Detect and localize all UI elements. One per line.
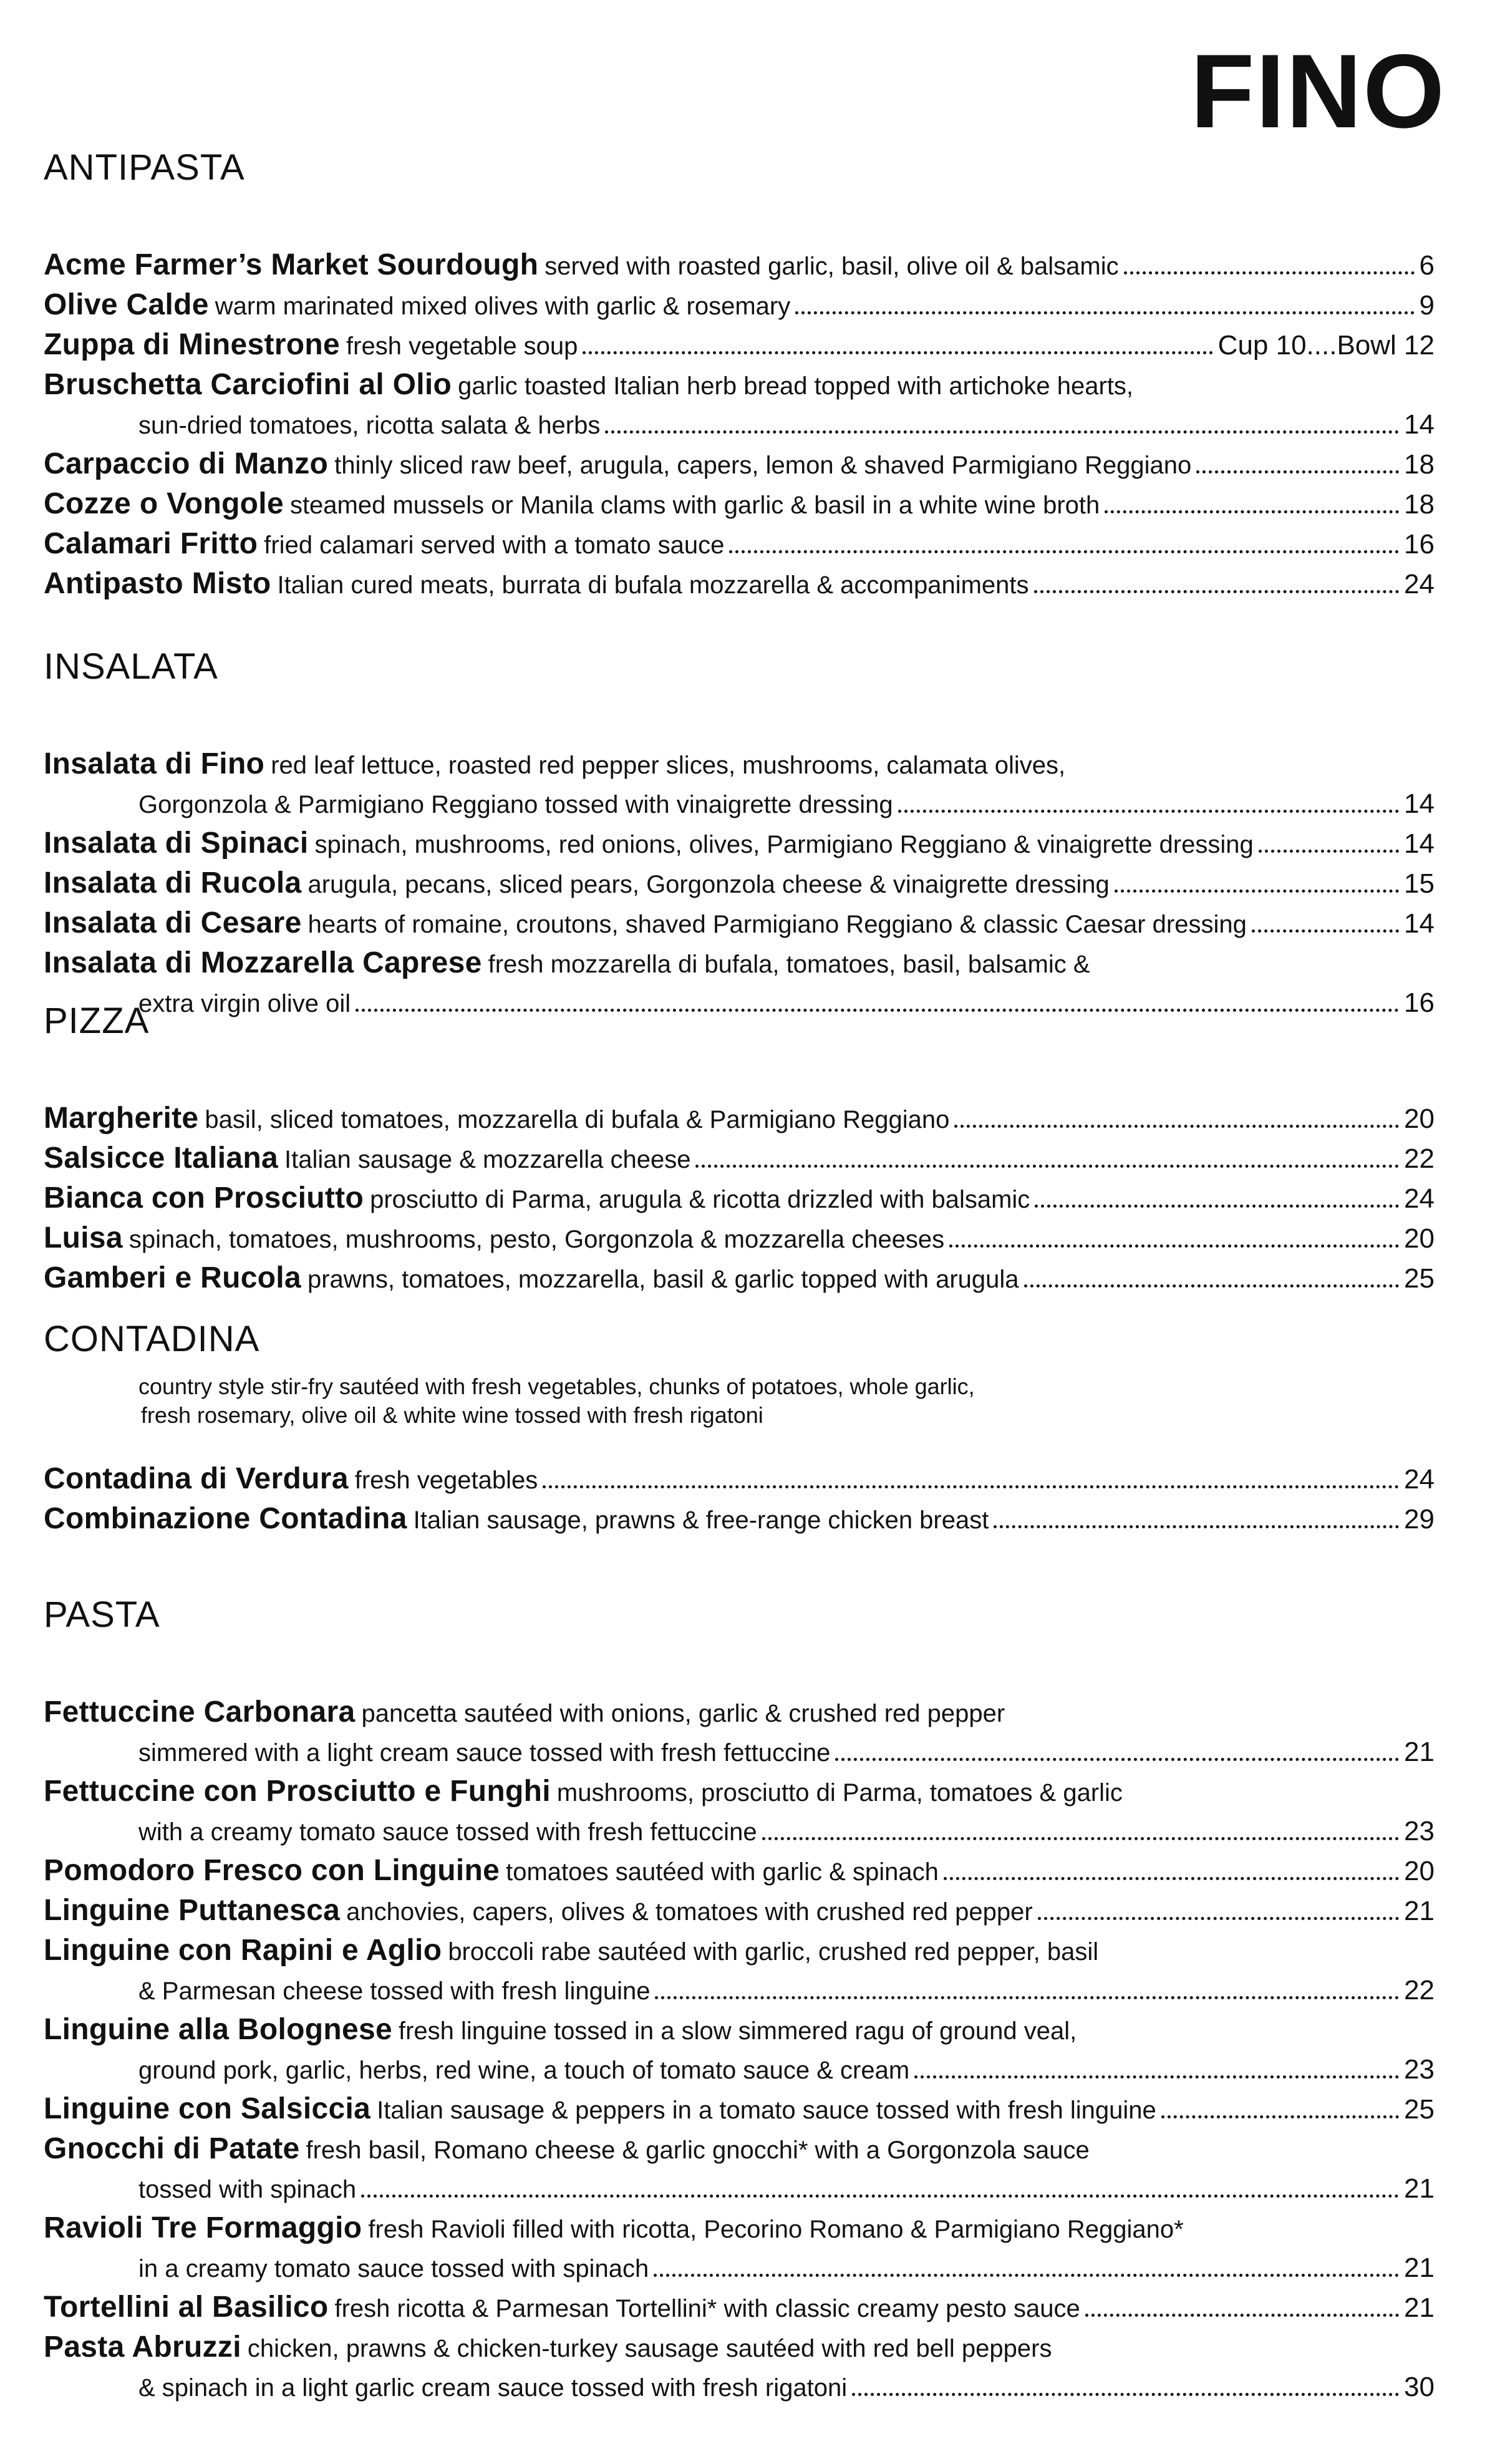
menu-item-description-cont: in a creamy tomato sauce tossed with spinach: [138, 2255, 649, 2282]
menu-item-line: [44, 565, 1435, 604]
menu-item-line: [44, 1460, 1435, 1500]
menu-item-line: [44, 1139, 1435, 1179]
menu-item-description-cont: Gorgonzola & Parmigiano Reggiano tossed with vinaigrette dressing: [138, 791, 893, 818]
menu-item-price: 22: [1404, 1975, 1435, 2006]
menu-item-price: 24: [1404, 1464, 1435, 1495]
menu-item-price: 14: [1404, 409, 1435, 440]
section-title: PASTA: [44, 1594, 160, 1635]
dot-leader: [583, 351, 1212, 354]
menu-item-line: [44, 1812, 1435, 1851]
menu-item-description-cont: tossed with spinach: [138, 2176, 357, 2203]
menu-item-description: fresh ricotta & Parmesan Tortellini* with classic creamy pesto sauce: [334, 2295, 1080, 2322]
menu-item-description: tomatoes sautéed with garlic & spinach: [506, 1858, 939, 1886]
dot-leader: [1115, 890, 1399, 893]
menu-item-description: arugula, pecans, sliced pears, Gorgonzola cheese & vinaigrette dressing: [307, 871, 1110, 898]
menu-item-line: [44, 2090, 1435, 2130]
menu-item-price: 21: [1404, 2292, 1435, 2323]
menu-item-price: 21: [1404, 1896, 1435, 1926]
menu-item-line: [44, 864, 1435, 904]
menu-item-price: 20: [1404, 1223, 1435, 1254]
menu-item-price: 25: [1404, 2094, 1435, 2125]
menu-item-description: spinach, mushrooms, red onions, olives, Parmigiano Reggiano & vinaigrette dressing: [314, 831, 1254, 858]
dot-leader: [1196, 470, 1399, 473]
section-title: PIZZA: [44, 1001, 150, 1041]
menu-item-line: [44, 1931, 1435, 1971]
dot-leader: [1161, 2115, 1399, 2118]
menu-item: [44, 445, 1435, 485]
menu-item-name: Linguine con Rapini e Aglio: [44, 1934, 442, 1967]
menu-item-description: Italian cured meats, burrata di bufala mozzarella & accompaniments: [277, 571, 1029, 599]
intro-line: fresh rosemary, olive oil & white wine tossed with fresh rigatoni: [141, 1402, 763, 1428]
menu-item: [44, 1693, 1435, 1772]
menu-item-line: [44, 405, 1435, 445]
menu-item-description-cont: simmered with a light cream sauce tossed with fresh fettuccine: [138, 1739, 831, 1767]
menu-item-price: 21: [1404, 1737, 1435, 1767]
menu-item-description-cont: ground pork, garlic, herbs, red wine, a touch of tomato sauce & cream: [138, 2057, 910, 2084]
intro-line: country style stir-fry sautéed with fresh vegetables, chunks of potatoes, whole garlic,: [138, 1374, 975, 1399]
menu-item-price: 21: [1404, 2173, 1435, 2204]
menu-item-price: 14: [1404, 908, 1435, 939]
dot-leader: [1259, 850, 1399, 853]
restaurant-name: FINO: [1190, 32, 1446, 150]
menu-item-list: [44, 1099, 1435, 1299]
menu-item-line: [44, 2130, 1435, 2170]
menu-item: [44, 246, 1435, 286]
menu-item-price: 6: [1419, 250, 1435, 281]
menu-item-line: [44, 445, 1435, 485]
section-antipasta: [44, 147, 1435, 604]
menu-item: [44, 525, 1435, 565]
menu-item: [44, 286, 1435, 326]
menu-item: [44, 824, 1435, 864]
menu-item-line: [44, 2170, 1435, 2209]
menu-item-line: [44, 2288, 1435, 2328]
menu-item-name: Margherite: [44, 1102, 199, 1135]
section-pizza: [44, 1003, 1435, 1299]
menu-item-name: Combinazione Contadina: [44, 1502, 407, 1535]
menu-item-price: 24: [1404, 569, 1435, 599]
menu-item: [44, 1931, 1435, 2010]
menu-item-line: [44, 2328, 1435, 2368]
menu-item-description: warm marinated mixed olives with garlic & rosemary: [215, 293, 791, 320]
section-contadina: [44, 1321, 1435, 1540]
menu-item-description: steamed mussels or Manila clams with garlic & basil in a white wine broth: [289, 492, 1100, 519]
menu-item-name: Cozze o Vongole: [44, 487, 284, 520]
menu-item-name: Zuppa di Minestrone: [44, 328, 341, 361]
menu-item-line: [44, 1219, 1435, 1259]
menu-item: [44, 2209, 1435, 2288]
dot-leader: [605, 430, 1399, 434]
dot-leader: [1252, 929, 1399, 933]
menu-item-description: fresh basil, Romano cheese & garlic gnocchi* with a Gorgonzola sauce: [306, 2137, 1090, 2164]
menu-item-description-cont: & spinach in a light garlic cream sauce tossed with fresh rigatoni: [138, 2374, 848, 2402]
menu-item: [44, 1851, 1435, 1891]
menu-item-description: fresh linguine tossed in a slow simmered ragu of ground veal,: [398, 2017, 1077, 2045]
menu-item-price: 21: [1404, 2253, 1435, 2283]
menu-item: [44, 745, 1435, 824]
menu-item-description: Italian sausage, prawns & free-range chicken breast: [413, 1506, 989, 1534]
menu-item-price: 25: [1404, 1263, 1435, 1294]
menu-item-description-cont: sun-dried tomatoes, ricotta salata & herbs: [138, 412, 601, 439]
menu-item: [44, 904, 1435, 944]
menu-item-price: 9: [1419, 290, 1435, 321]
dot-leader: [835, 1758, 1399, 1761]
dot-leader: [361, 2195, 1399, 2198]
menu-item-name: Gamberi e Rucola: [44, 1261, 301, 1294]
dot-leader: [543, 1485, 1399, 1488]
menu-item-line: [44, 1851, 1435, 1891]
menu-item-line: [44, 366, 1435, 405]
menu-item: [44, 2328, 1435, 2407]
menu-item-description: red leaf lettuce, roasted red pepper slices, mushrooms, calamata olives,: [271, 752, 1066, 779]
menu-item-name: Carpaccio di Manzo: [44, 447, 329, 480]
menu-item-price: 20: [1404, 1103, 1435, 1134]
menu-item: [44, 1891, 1435, 1931]
menu-item-line: [44, 525, 1435, 565]
menu-item-line: [44, 2209, 1435, 2249]
menu-item-name: Pasta Abruzzi: [44, 2331, 241, 2364]
menu-item-line: [44, 785, 1435, 824]
menu-item-price: 14: [1404, 788, 1435, 819]
menu-item-line: [44, 824, 1435, 864]
dot-leader: [1024, 1284, 1400, 1288]
menu-item-name: Insalata di Spinaci: [44, 827, 309, 860]
menu-item-name: Contadina di Verdura: [44, 1462, 349, 1495]
menu-item-price: 16: [1404, 987, 1435, 1018]
menu-item-name: Linguine Puttanesca: [44, 1894, 341, 1927]
menu-item-line: [44, 485, 1435, 525]
menu-item: [44, 1500, 1435, 1540]
menu-item-price: 29: [1404, 1504, 1435, 1535]
menu-item-line: [44, 246, 1435, 286]
menu-item-price: 18: [1404, 489, 1435, 520]
menu-item: [44, 2010, 1435, 2090]
menu-item-price: 20: [1404, 1856, 1435, 1886]
menu-item-list: [44, 246, 1435, 604]
menu-item-line: [44, 904, 1435, 944]
menu-item-line: [44, 2368, 1435, 2407]
menu-item-price: 23: [1404, 1816, 1435, 1846]
menu-item-name: Fettuccine con Prosciutto e Funghi: [44, 1775, 551, 1808]
menu-item-line: [44, 745, 1435, 785]
menu-item-price: 14: [1404, 828, 1435, 859]
menu-item-description: fresh vegetable soup: [346, 332, 578, 360]
menu-item-description: spinach, tomatoes, mushrooms, pesto, Gorgonzola & mozzarella cheeses: [128, 1226, 945, 1253]
dot-leader: [1124, 271, 1415, 274]
menu-item-price: 15: [1404, 868, 1435, 899]
menu-item-list: [44, 1460, 1435, 1540]
dot-leader: [762, 1837, 1399, 1840]
menu-item-description: pancetta sautéed with onions, garlic & crushed red pepper: [361, 1700, 1005, 1727]
menu-item-price: 18: [1404, 449, 1435, 480]
dot-leader: [1034, 590, 1400, 593]
menu-item-line: [44, 2050, 1435, 2090]
dot-leader: [795, 311, 1414, 314]
menu-item-name: Acme Farmer’s Market Sourdough: [44, 248, 539, 281]
menu-item-description: fresh Ravioli filled with ricotta, Pecorino Romano & Parmigiano Reggiano*: [368, 2216, 1184, 2243]
dot-leader: [654, 2274, 1399, 2277]
menu-item-line: [44, 1971, 1435, 2010]
menu-item-description-cont: & Parmesan cheese tossed with fresh linguine: [138, 1977, 651, 2005]
menu-item-line: [44, 1693, 1435, 1733]
menu-item-name: Linguine alla Bolognese: [44, 2013, 392, 2046]
menu-item-line: [44, 1179, 1435, 1219]
menu-item-name: Gnocchi di Patate: [44, 2132, 300, 2165]
menu-item-name: Antipasto Misto: [44, 567, 271, 600]
menu-item: [44, 366, 1435, 445]
section-title: INSALATA: [44, 646, 218, 687]
menu-item-price: 16: [1404, 529, 1435, 560]
dot-leader: [695, 1165, 1399, 1168]
menu-item-description: anchovies, capers, olives & tomatoes with crushed red pepper: [346, 1898, 1033, 1926]
section-insalata: [44, 646, 1435, 1023]
menu-item-line: [44, 1259, 1435, 1299]
menu-item-name: Luisa: [44, 1221, 123, 1254]
menu-item: [44, 1139, 1435, 1179]
menu-item-name: Insalata di Rucola: [44, 866, 302, 900]
menu-item: [44, 2130, 1435, 2209]
menu-item-description: hearts of romaine, croutons, shaved Parmigiano Reggiano & classic Caesar dressing: [307, 911, 1247, 938]
section-title: ANTIPASTA: [44, 147, 245, 188]
menu-item-name: Fettuccine Carbonara: [44, 1695, 356, 1729]
menu-item-price: Cup 10....Bowl 12: [1217, 330, 1435, 361]
menu-item-name: Linguine con Salsiccia: [44, 2092, 371, 2125]
menu-item-line: [44, 1099, 1435, 1139]
dot-leader: [1035, 1205, 1399, 1208]
menu-item: [44, 864, 1435, 904]
menu-item-name: Salsicce Italiana: [44, 1142, 278, 1175]
menu-item-description: garlic toasted Italian herb bread topped with artichoke hearts,: [458, 372, 1134, 400]
menu-item-name: Insalata di Cesare: [44, 906, 302, 939]
menu-item-description: fresh vegetables: [354, 1467, 538, 1494]
menu-item-name: Insalata di Fino: [44, 747, 265, 780]
menu-item: [44, 2090, 1435, 2130]
menu-item-description: prosciutto di Parma, arugula & ricotta drizzled with balsamic: [370, 1186, 1030, 1213]
dot-leader: [898, 810, 1399, 813]
menu-item-description: served with roasted garlic, basil, olive oil & balsamic: [544, 253, 1119, 280]
menu-item: [44, 485, 1435, 525]
menu-item-name: Bruschetta Carciofini al Olio: [44, 368, 452, 401]
menu-item-name: Tortellini al Basilico: [44, 2291, 329, 2324]
section-title: CONTADINA: [44, 1319, 260, 1359]
menu-item: [44, 1099, 1435, 1139]
menu-item-description: chicken, prawns & chicken-turkey sausage sautéed with red bell peppers: [247, 2335, 1052, 2362]
dot-leader: [954, 1125, 1399, 1128]
menu-item-line: [44, 2249, 1435, 2288]
menu-item: [44, 565, 1435, 604]
menu-item-name: Ravioli Tre Formaggio: [44, 2211, 362, 2244]
menu-item-list: [44, 1693, 1435, 2407]
menu-item-description: basil, sliced tomatoes, mozzarella di bufala & Parmigiano Reggiano: [205, 1106, 950, 1133]
menu-item-name: Bianca con Prosciutto: [44, 1181, 364, 1215]
menu-item-line: [44, 1772, 1435, 1812]
menu-item-description: fried calamari served with a tomato sauce: [264, 531, 725, 559]
dot-leader: [1038, 1917, 1399, 1920]
menu-item-line: [44, 1733, 1435, 1772]
section-pasta: [44, 1594, 1435, 2407]
menu-item-description-cont: extra virgin olive oil: [138, 990, 351, 1017]
menu-item-line: [44, 1500, 1435, 1540]
menu-item-line: [44, 326, 1435, 366]
menu-item-price: 24: [1404, 1183, 1435, 1214]
dot-leader: [994, 1525, 1399, 1528]
menu-item-description: Italian sausage & peppers in a tomato sauce tossed with fresh linguine: [377, 2097, 1156, 2124]
menu-item: [44, 1460, 1435, 1500]
dot-leader: [1085, 2314, 1399, 2317]
menu-item: [44, 326, 1435, 366]
menu-item-description-cont: with a creamy tomato sauce tossed with fresh fettuccine: [138, 1818, 757, 1846]
menu-item-name: Insalata di Mozzarella Caprese: [44, 946, 482, 979]
menu-item-name: Olive Calde: [44, 288, 209, 321]
menu-item-name: Pomodoro Fresco con Linguine: [44, 1854, 500, 1887]
menu-item-description: fresh mozzarella di bufala, tomatoes, basil, balsamic &: [488, 951, 1090, 978]
menu-item: [44, 1219, 1435, 1259]
dot-leader: [914, 2075, 1399, 2078]
menu-item: [44, 2288, 1435, 2328]
dot-leader: [1105, 510, 1399, 513]
menu-item-price: 30: [1404, 2372, 1435, 2402]
menu-item-price: 22: [1404, 1143, 1435, 1174]
menu-item-line: [44, 286, 1435, 326]
menu-item-description: prawns, tomatoes, mozzarella, basil & garlic topped with arugula: [307, 1266, 1019, 1293]
menu-item-list: [44, 745, 1435, 1023]
dot-leader: [729, 550, 1399, 553]
dot-leader: [655, 1996, 1399, 1999]
dot-leader: [852, 2393, 1399, 2396]
menu-item-line: [44, 1891, 1435, 1931]
menu-item-price: 23: [1404, 2054, 1435, 2085]
menu-item-description: Italian sausage & mozzarella cheese: [284, 1146, 691, 1173]
menu-item-description: mushrooms, prosciutto di Parma, tomatoes & garlic: [556, 1779, 1123, 1807]
menu-item: [44, 1772, 1435, 1851]
menu-item-description: broccoli rabe sautéed with garlic, crushed red pepper, basil: [448, 1938, 1099, 1966]
menu-item-line: [44, 2010, 1435, 2050]
menu-item-description: thinly sliced raw beef, arugula, capers, lemon & shaved Parmigiano Reggiano: [334, 452, 1192, 479]
dot-leader: [949, 1244, 1399, 1248]
menu-item: [44, 1179, 1435, 1219]
section-intro: [44, 1372, 1435, 1430]
menu-item-line: [44, 944, 1435, 984]
menu-item: [44, 1259, 1435, 1299]
dot-leader: [944, 1877, 1399, 1880]
menu-item-name: Calamari Fritto: [44, 527, 258, 560]
